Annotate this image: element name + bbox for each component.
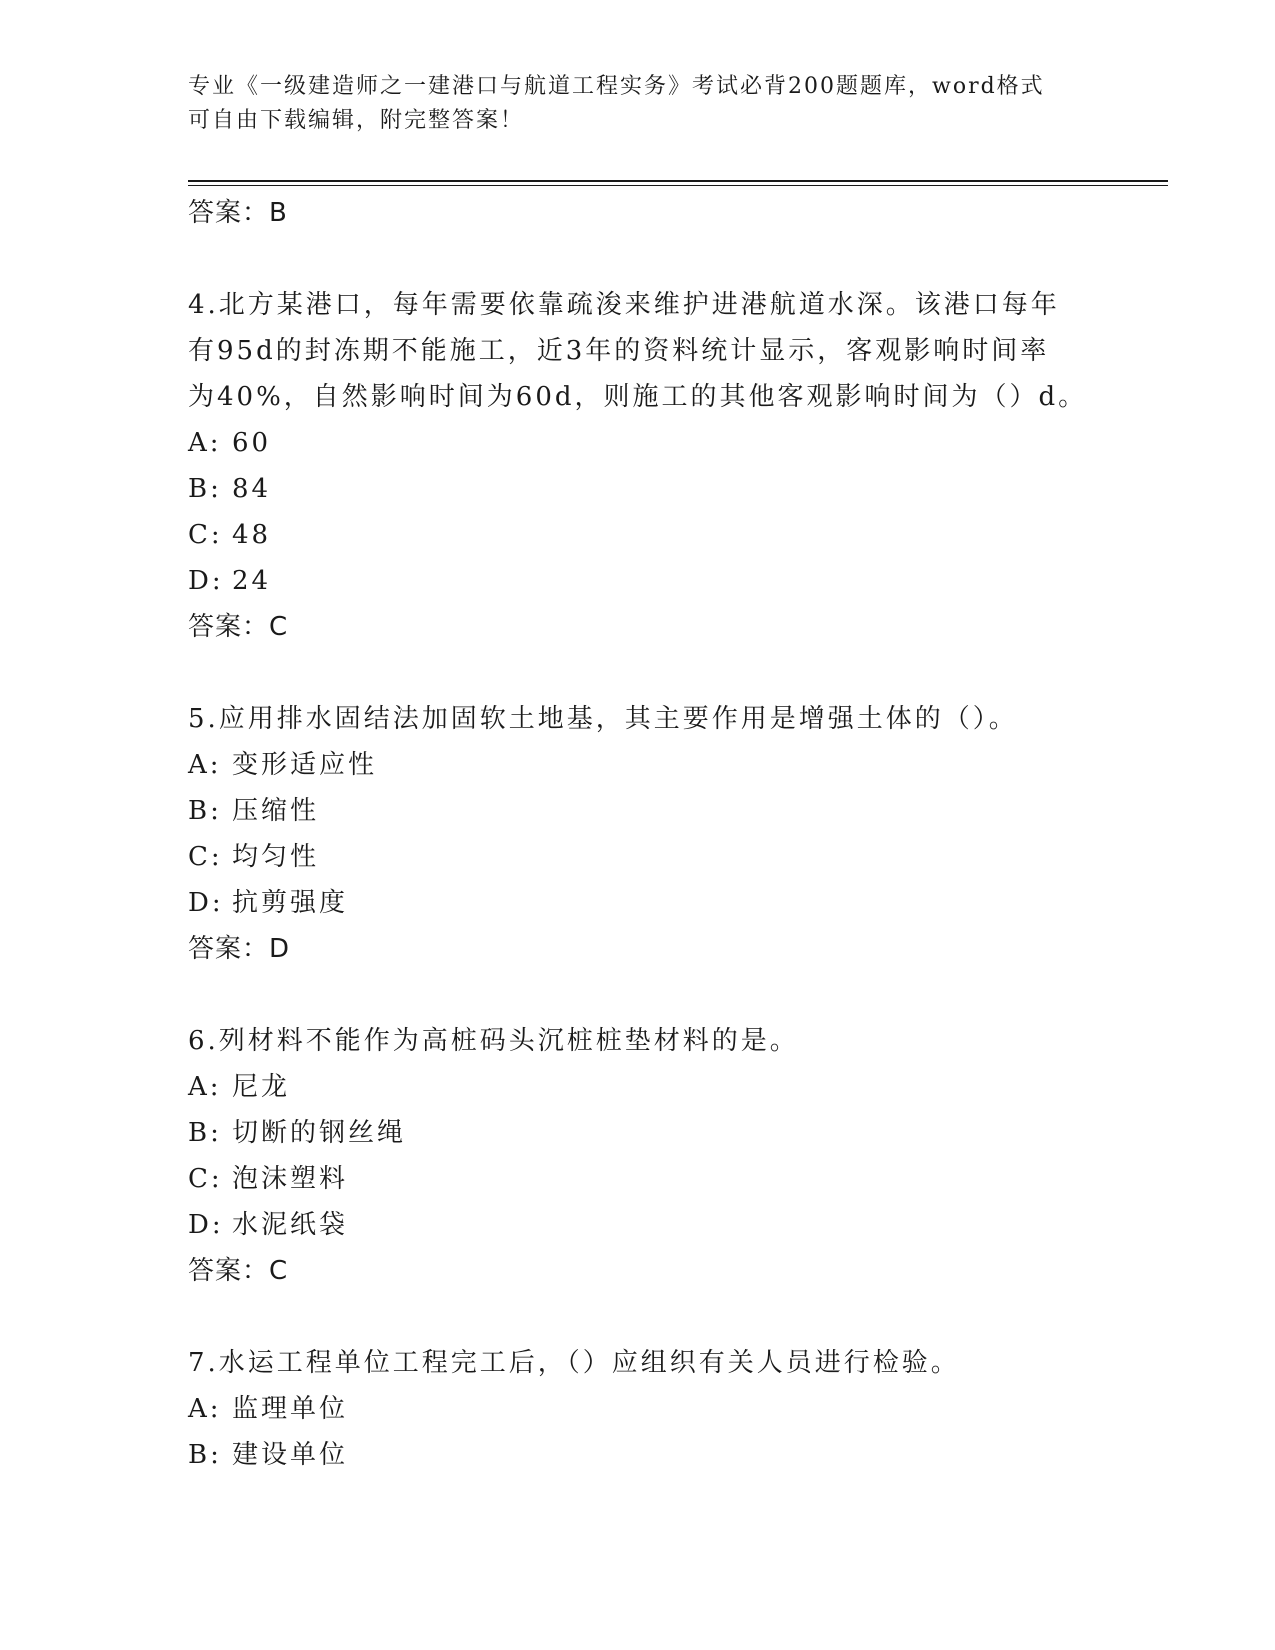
- option-a: [188, 1386, 1088, 1432]
- option-key: C:: [188, 842, 223, 872]
- option-text: 监理单位: [232, 1394, 349, 1424]
- question-text-line: 4.北方某港口，每年需要依靠疏浚来维护进港航道水深。该港口每年: [188, 290, 1060, 320]
- question-text-line: 7.水运工程单位工程完工后，（）应组织有关人员进行检验。: [188, 1348, 960, 1378]
- option-text: 泡沫塑料: [232, 1164, 349, 1194]
- option-key: C:: [188, 520, 223, 550]
- answer-label: 答案：D: [188, 934, 291, 964]
- option-d: [188, 880, 1088, 926]
- option-key: B:: [188, 1440, 222, 1470]
- option-key: A:: [188, 428, 222, 458]
- option-b: [188, 466, 1088, 512]
- option-c: [188, 834, 1088, 880]
- option-a: [188, 420, 1088, 466]
- option-d: [188, 1202, 1088, 1248]
- option-text: 84: [232, 474, 272, 504]
- option-text: 均匀性: [232, 842, 320, 872]
- option-key: D:: [188, 566, 224, 596]
- option-text: 水泥纸袋: [232, 1210, 349, 1240]
- header-rule-thick: [188, 180, 1168, 182]
- answer-label: 答案：C: [188, 1256, 289, 1286]
- question-list: [188, 190, 1088, 1478]
- option-c: [188, 512, 1088, 558]
- option-key: A:: [188, 750, 222, 780]
- option-d: [188, 558, 1088, 604]
- option-b: [188, 1110, 1088, 1156]
- question-4: [188, 282, 1088, 650]
- question-6: [188, 1018, 1088, 1294]
- option-key: B:: [188, 1118, 222, 1148]
- option-b: [188, 1432, 1088, 1478]
- option-text: 变形适应性: [232, 750, 378, 780]
- option-text: 压缩性: [232, 796, 320, 826]
- header-line-2: 可自由下载编辑，附完整答案！: [188, 108, 525, 133]
- option-key: D:: [188, 1210, 224, 1240]
- option-key: B:: [188, 474, 222, 504]
- option-a: [188, 1064, 1088, 1110]
- question-text-line: 6.列材料不能作为高桩码头沉桩桩垫材料的是。: [188, 1026, 799, 1056]
- question-5: [188, 696, 1088, 972]
- option-key: A:: [188, 1072, 222, 1102]
- header-line-1: 专业《一级建造师之一建港口与航道工程实务》考试必背200题题库，word格式: [188, 74, 1045, 99]
- option-text: 尼龙: [232, 1072, 291, 1102]
- answer-label: 答案：B: [188, 198, 288, 228]
- question-7: [188, 1340, 1088, 1478]
- option-text: 24: [232, 566, 272, 596]
- question-text-line: 为40%，自然影响时间为60d，则施工的其他客观影响时间为（）d。: [188, 382, 1088, 412]
- option-b: [188, 788, 1088, 834]
- answer-label: 答案：C: [188, 612, 289, 642]
- option-text: 60: [232, 428, 272, 458]
- document-header: [188, 70, 1088, 138]
- option-text: 48: [232, 520, 272, 550]
- option-text: 建设单位: [232, 1440, 349, 1470]
- option-key: C:: [188, 1164, 223, 1194]
- option-c: [188, 1156, 1088, 1202]
- option-key: A:: [188, 1394, 222, 1424]
- option-key: B:: [188, 796, 222, 826]
- option-key: D:: [188, 888, 224, 918]
- question-text-line: 5.应用排水固结法加固软土地基，其主要作用是增强土体的（）。: [188, 704, 1018, 734]
- header-rule-thin: [188, 185, 1168, 186]
- option-a: [188, 742, 1088, 788]
- option-text: 切断的钢丝绳: [232, 1118, 407, 1148]
- option-text: 抗剪强度: [232, 888, 349, 918]
- question-text-line: 有95d的封冻期不能施工，近3年的资料统计显示，客观影响时间率: [188, 336, 1050, 366]
